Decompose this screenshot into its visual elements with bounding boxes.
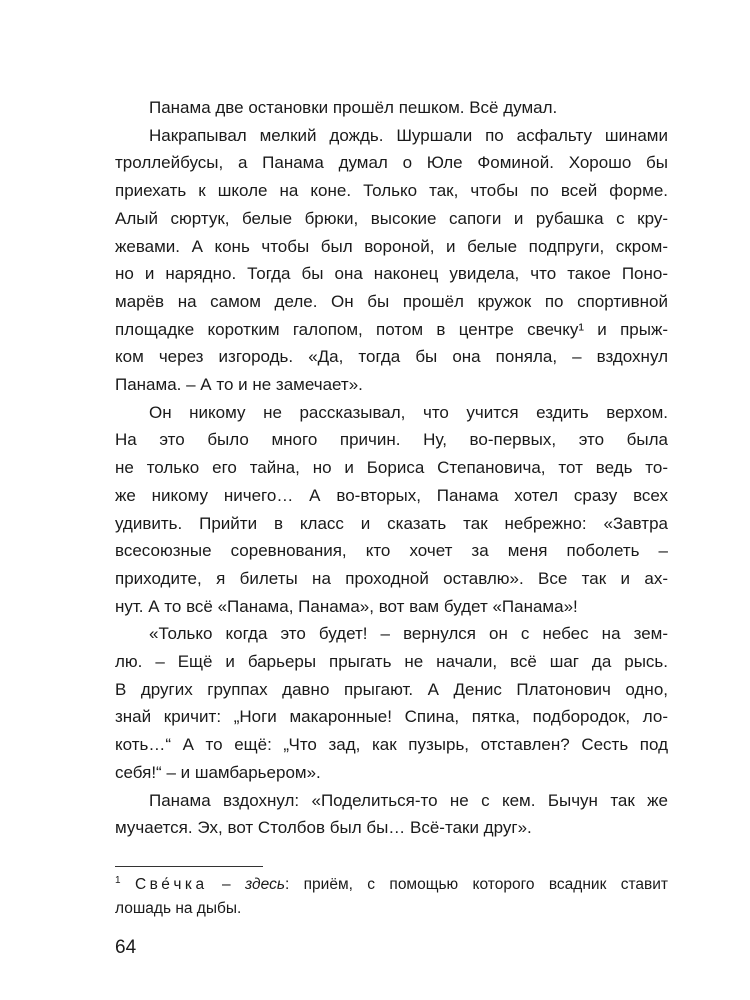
paragraph-4-line: себя!“ – и шамбарьером». [115,762,321,782]
paragraph-2-line: площадке коротким галопом, потом в центре свечку¹ и прыж- [115,319,668,339]
footnote-term: Све́чка [134,875,208,893]
paragraph-4-line: знай кричит: „Ноги макаронные! Спина, пятка, подбородок, ло- [115,707,668,727]
paragraph-3-line: приходите, я билеты на проходной оставлю». Все так и ах- [115,568,668,588]
paragraph-2-line: жевами. А конь чтобы был вороной, и белые подпруги, скром- [115,236,668,256]
paragraph-3-line: же никому ничего… А во-вторых, Панама хотел сразу всех [115,485,668,505]
paragraph-3-line: всесоюзные соревнования, кто хочет за меня поболеть – [115,541,668,561]
paragraph-2-line: ком через изгородь. «Да, тогда бы она поняла, – вздохнул [115,347,668,367]
paragraph-3-line: На это было много причин. Ну, во-первых, это была [115,430,668,450]
paragraph-5-line: мучается. Эх, вот Столбов был бы… Всё-таки друг». [115,818,532,838]
body-text [115,94,668,842]
paragraph-3-line: не только его тайна, но и Бориса Степановича, тот ведь то- [115,458,668,478]
paragraph-4-line: «Только когда это будет! – вернулся он с небес на зем- [149,624,668,644]
footnote-marker: 1 [115,874,121,886]
footnote-divider [115,866,263,867]
paragraph-3-line: удивить. Прийти в класс и сказать так небрежно: «Завтра [115,513,668,533]
paragraph-4-line: В других группах давно прыгают. А Денис Платонович одно, [115,679,668,699]
paragraph-4-line: коть…“ А то ещё: „Что зад, как пузырь, отставлен? Сесть под [115,735,668,755]
paragraph-2-line: марёв на самом деле. Он бы прошёл кружок по спортивной [115,291,668,311]
footnote [115,873,668,921]
paragraph-2-line: Накрапывал мелкий дождь. Шуршали по асфальту шинами [149,125,668,145]
footnote-line-1 [115,873,668,897]
paragraph-3-line: Он никому не рассказывал, что учится ездить верхом. [149,402,668,422]
footnote-line-2: лошадь на дыбы. [115,899,242,917]
page-column [115,0,668,961]
paragraph-4-line: лю. – Ещё и барьеры прыгать не начали, всё шаг да рысь. [115,652,668,672]
paragraph-2-line: приехать к школе на коне. Только так, чтобы по всей форме. [115,181,668,201]
paragraph-2-line: но и нарядно. Тогда бы она наконец увидела, что такое Поно- [115,264,668,284]
paragraph-2-line: Алый сюртук, белые брюки, высокие сапоги и рубашка с кру- [115,208,668,228]
paragraph-5-line: Панама вздохнул: «Поделиться-то не с кем. Бычун так же [149,790,668,810]
paragraph-2-line: троллейбусы, а Панама думал о Юле Фоминой. Хорошо бы [115,153,668,173]
footnote-qualifier: здесь [245,875,285,893]
page-number: 64 [115,936,137,958]
paragraph-1-line: Панама две остановки прошёл пешком. Всё думал. [149,98,558,117]
footnote-text: : приём, с помощью которого всадник ставит [284,875,669,893]
paragraph-3-line: нут. А то всё «Панама, Панама», вот вам будет «Панама»! [115,596,578,616]
footnote-dash: – [207,875,246,893]
paragraph-2-line: Панама. – А то и не замечает». [115,375,363,395]
